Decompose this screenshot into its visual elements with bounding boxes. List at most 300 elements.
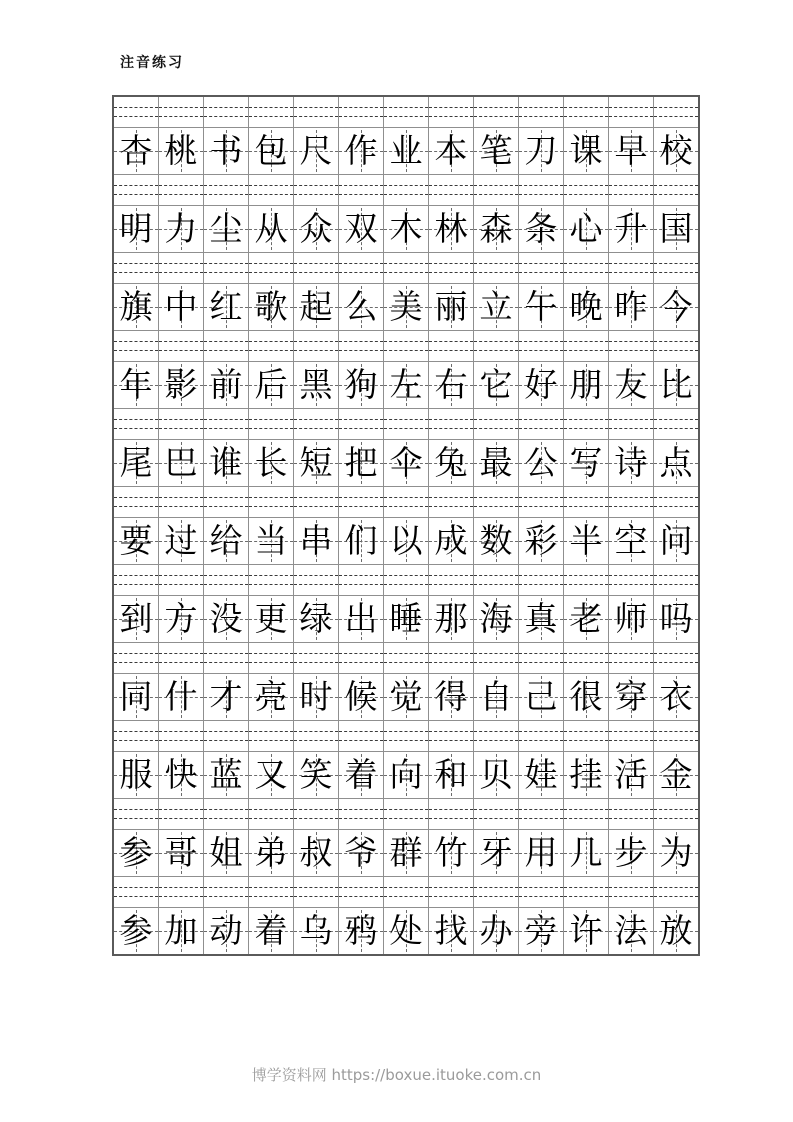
char-cell — [159, 284, 204, 331]
char-cell — [384, 674, 429, 721]
character: 放 — [659, 911, 693, 950]
character: 本 — [434, 131, 468, 170]
character: 自 — [479, 677, 513, 716]
char-cell — [474, 752, 519, 799]
char-cell — [609, 674, 654, 721]
char-cell — [249, 596, 294, 643]
char-cell — [339, 206, 384, 253]
pinyin-row — [113, 96, 699, 128]
pinyin-cell — [474, 253, 519, 284]
character: 木 — [389, 209, 423, 248]
pinyin-cell — [294, 409, 339, 440]
character: 什 — [164, 677, 198, 716]
char-cell — [609, 518, 654, 565]
character: 才 — [209, 677, 243, 716]
pinyin-row — [113, 175, 699, 206]
character: 到 — [119, 599, 153, 638]
char-cell — [474, 908, 519, 956]
char-cell — [519, 596, 564, 643]
character: 找 — [434, 911, 468, 950]
pinyin-cell — [564, 487, 609, 518]
character: 很 — [569, 677, 603, 716]
character: 们 — [344, 521, 378, 560]
character: 空 — [614, 521, 648, 560]
char-cell — [519, 284, 564, 331]
char-cell — [249, 362, 294, 409]
char-cell — [564, 830, 609, 877]
character-row — [113, 752, 699, 799]
pinyin-cell — [249, 253, 294, 284]
pinyin-cell — [339, 175, 384, 206]
char-cell — [249, 128, 294, 175]
pinyin-cell — [294, 96, 339, 128]
character: 娃 — [524, 755, 558, 794]
pinyin-cell — [564, 253, 609, 284]
pinyin-cell — [159, 409, 204, 440]
pinyin-cell — [429, 96, 474, 128]
char-cell — [519, 830, 564, 877]
pinyin-cell — [113, 487, 159, 518]
char-cell — [159, 440, 204, 487]
pinyin-cell — [384, 409, 429, 440]
char-cell — [609, 908, 654, 956]
char-cell — [204, 830, 249, 877]
pinyin-cell — [654, 253, 700, 284]
character-row — [113, 440, 699, 487]
char-cell — [654, 206, 700, 253]
char-cell — [654, 362, 700, 409]
pinyin-cell — [159, 799, 204, 830]
char-cell — [113, 518, 159, 565]
pinyin-cell — [204, 487, 249, 518]
character: 午 — [524, 287, 558, 326]
character: 后 — [254, 365, 288, 404]
character: 笔 — [479, 131, 513, 170]
char-cell — [159, 752, 204, 799]
char-cell — [159, 908, 204, 956]
character-row — [113, 674, 699, 721]
pinyin-cell — [113, 331, 159, 362]
character: 中 — [164, 287, 198, 326]
character: 影 — [164, 365, 198, 404]
character: 早 — [614, 131, 648, 170]
char-cell — [429, 908, 474, 956]
character: 服 — [119, 755, 153, 794]
pinyin-cell — [519, 799, 564, 830]
pinyin-cell — [519, 331, 564, 362]
character: 心 — [569, 209, 603, 248]
char-cell — [519, 908, 564, 956]
character: 睡 — [389, 599, 423, 638]
character: 谁 — [209, 443, 243, 482]
character-row — [113, 206, 699, 253]
pinyin-cell — [159, 331, 204, 362]
pinyin-cell — [564, 409, 609, 440]
char-cell — [564, 518, 609, 565]
char-cell — [159, 674, 204, 721]
char-cell — [384, 752, 429, 799]
character-row — [113, 362, 699, 409]
character: 金 — [659, 755, 693, 794]
pinyin-cell — [339, 565, 384, 596]
pinyin-cell — [113, 721, 159, 752]
pinyin-cell — [339, 721, 384, 752]
char-cell — [564, 752, 609, 799]
character: 群 — [389, 833, 423, 872]
char-cell — [564, 362, 609, 409]
pinyin-cell — [113, 253, 159, 284]
character: 尾 — [119, 443, 153, 482]
pinyin-cell — [384, 799, 429, 830]
pinyin-cell — [339, 877, 384, 908]
char-cell — [429, 128, 474, 175]
pinyin-cell — [249, 565, 294, 596]
char-cell — [609, 206, 654, 253]
char-cell — [294, 830, 339, 877]
char-cell — [609, 830, 654, 877]
character: 绿 — [299, 599, 333, 638]
pinyin-cell — [339, 643, 384, 674]
char-cell — [474, 284, 519, 331]
pinyin-cell — [564, 565, 609, 596]
char-cell — [609, 440, 654, 487]
pinyin-cell — [339, 331, 384, 362]
character: 牙 — [479, 833, 513, 872]
character: 几 — [569, 833, 603, 872]
pinyin-cell — [204, 877, 249, 908]
char-cell — [609, 752, 654, 799]
char-cell — [339, 440, 384, 487]
pinyin-cell — [519, 175, 564, 206]
char-cell — [113, 128, 159, 175]
character: 林 — [434, 209, 468, 248]
pinyin-cell — [654, 565, 700, 596]
pinyin-cell — [384, 565, 429, 596]
char-cell — [474, 830, 519, 877]
char-cell — [339, 674, 384, 721]
character: 包 — [254, 131, 288, 170]
character: 为 — [659, 833, 693, 872]
pinyin-row — [113, 877, 699, 908]
character: 又 — [254, 755, 288, 794]
character: 哥 — [164, 833, 198, 872]
char-cell — [294, 596, 339, 643]
character: 兔 — [434, 443, 468, 482]
character: 红 — [209, 287, 243, 326]
character: 立 — [479, 287, 513, 326]
character: 半 — [569, 521, 603, 560]
pinyin-cell — [113, 409, 159, 440]
char-cell — [339, 752, 384, 799]
char-cell — [294, 440, 339, 487]
pinyin-cell — [339, 409, 384, 440]
character: 参 — [119, 833, 153, 872]
character: 以 — [389, 521, 423, 560]
pinyin-cell — [609, 175, 654, 206]
char-cell — [249, 206, 294, 253]
character: 书 — [209, 131, 243, 170]
character: 黑 — [299, 365, 333, 404]
pinyin-cell — [339, 487, 384, 518]
pinyin-cell — [609, 721, 654, 752]
pinyin-cell — [249, 487, 294, 518]
character: 年 — [119, 365, 153, 404]
character: 它 — [479, 365, 513, 404]
character-row — [113, 908, 699, 956]
char-cell — [339, 362, 384, 409]
char-cell — [609, 596, 654, 643]
pinyin-cell — [204, 253, 249, 284]
pinyin-cell — [654, 799, 700, 830]
pinyin-cell — [609, 253, 654, 284]
pinyin-cell — [384, 487, 429, 518]
character: 巴 — [164, 443, 198, 482]
pinyin-cell — [384, 721, 429, 752]
character: 着 — [344, 755, 378, 794]
char-cell — [474, 128, 519, 175]
pinyin-row — [113, 565, 699, 596]
pinyin-cell — [654, 877, 700, 908]
character: 海 — [479, 599, 513, 638]
char-cell — [384, 830, 429, 877]
character: 竹 — [434, 833, 468, 872]
char-cell — [429, 830, 474, 877]
char-cell — [519, 518, 564, 565]
pinyin-cell — [159, 96, 204, 128]
character: 国 — [659, 209, 693, 248]
char-cell — [204, 206, 249, 253]
pinyin-cell — [294, 877, 339, 908]
pinyin-cell — [113, 96, 159, 128]
character-row — [113, 284, 699, 331]
character: 最 — [479, 443, 513, 482]
pinyin-cell — [204, 643, 249, 674]
pinyin-cell — [429, 175, 474, 206]
char-cell — [654, 752, 700, 799]
char-cell — [294, 128, 339, 175]
character: 串 — [299, 521, 333, 560]
pinyin-row — [113, 721, 699, 752]
char-cell — [519, 206, 564, 253]
pinyin-cell — [609, 409, 654, 440]
char-cell — [474, 440, 519, 487]
char-cell — [294, 362, 339, 409]
char-cell — [294, 674, 339, 721]
pinyin-cell — [519, 487, 564, 518]
character: 彩 — [524, 521, 558, 560]
char-cell — [339, 830, 384, 877]
pinyin-cell — [474, 643, 519, 674]
pinyin-cell — [294, 799, 339, 830]
character: 步 — [614, 833, 648, 872]
pinyin-cell — [429, 877, 474, 908]
char-cell — [159, 206, 204, 253]
char-cell — [564, 596, 609, 643]
pinyin-cell — [654, 331, 700, 362]
char-cell — [249, 284, 294, 331]
pinyin-cell — [519, 565, 564, 596]
character: 姐 — [209, 833, 243, 872]
pinyin-cell — [474, 877, 519, 908]
char-cell — [113, 206, 159, 253]
char-cell — [564, 908, 609, 956]
character: 贝 — [479, 755, 513, 794]
character: 尘 — [209, 209, 243, 248]
character: 力 — [164, 209, 198, 248]
pinyin-cell — [294, 721, 339, 752]
char-cell — [429, 596, 474, 643]
character: 丽 — [434, 287, 468, 326]
pinyin-cell — [429, 721, 474, 752]
character: 伞 — [389, 443, 423, 482]
character: 许 — [569, 911, 603, 950]
pinyin-cell — [204, 96, 249, 128]
character: 向 — [389, 755, 423, 794]
char-cell — [654, 128, 700, 175]
char-cell — [249, 908, 294, 956]
char-cell — [159, 596, 204, 643]
pinyin-cell — [609, 96, 654, 128]
char-cell — [204, 362, 249, 409]
pinyin-cell — [159, 175, 204, 206]
character: 写 — [569, 443, 603, 482]
character: 升 — [614, 209, 648, 248]
pinyin-row — [113, 409, 699, 440]
character: 公 — [524, 443, 558, 482]
character: 挂 — [569, 755, 603, 794]
char-cell — [429, 752, 474, 799]
pinyin-cell — [564, 799, 609, 830]
pinyin-cell — [654, 721, 700, 752]
pinyin-cell — [204, 331, 249, 362]
pinyin-cell — [564, 877, 609, 908]
pinyin-cell — [519, 96, 564, 128]
character: 当 — [254, 521, 288, 560]
character: 杏 — [119, 131, 153, 170]
character: 参 — [119, 911, 153, 950]
char-cell — [474, 674, 519, 721]
char-cell — [654, 596, 700, 643]
pinyin-cell — [204, 799, 249, 830]
char-cell — [519, 128, 564, 175]
char-cell — [113, 362, 159, 409]
character: 昨 — [614, 287, 648, 326]
char-cell — [249, 752, 294, 799]
char-cell — [564, 674, 609, 721]
character: 双 — [344, 209, 378, 248]
character: 活 — [614, 755, 648, 794]
char-cell — [654, 518, 700, 565]
pinyin-cell — [159, 487, 204, 518]
character: 那 — [434, 599, 468, 638]
character: 真 — [524, 599, 558, 638]
char-cell — [654, 284, 700, 331]
pinyin-cell — [249, 799, 294, 830]
character: 时 — [299, 677, 333, 716]
pinyin-cell — [474, 799, 519, 830]
char-cell — [204, 908, 249, 956]
char-cell — [474, 206, 519, 253]
character: 法 — [614, 911, 648, 950]
pinyin-row — [113, 643, 699, 674]
char-cell — [384, 518, 429, 565]
pinyin-cell — [249, 175, 294, 206]
character: 从 — [254, 209, 288, 248]
char-cell — [204, 674, 249, 721]
character: 爷 — [344, 833, 378, 872]
character: 穿 — [614, 677, 648, 716]
char-cell — [384, 128, 429, 175]
char-cell — [519, 674, 564, 721]
pinyin-cell — [474, 409, 519, 440]
pinyin-cell — [249, 643, 294, 674]
character: 今 — [659, 287, 693, 326]
char-cell — [113, 284, 159, 331]
pinyin-cell — [429, 643, 474, 674]
char-cell — [609, 362, 654, 409]
character: 蓝 — [209, 755, 243, 794]
char-cell — [249, 440, 294, 487]
pinyin-cell — [429, 799, 474, 830]
char-cell — [339, 128, 384, 175]
character: 朋 — [569, 365, 603, 404]
character: 要 — [119, 521, 153, 560]
character: 叔 — [299, 833, 333, 872]
char-cell — [654, 674, 700, 721]
character: 旁 — [524, 911, 558, 950]
character: 给 — [209, 521, 243, 560]
pinyin-cell — [654, 409, 700, 440]
char-cell — [609, 284, 654, 331]
pinyin-cell — [204, 409, 249, 440]
char-cell — [159, 362, 204, 409]
page-title: 注音练习 — [120, 55, 184, 71]
pinyin-cell — [474, 487, 519, 518]
character: 桃 — [164, 131, 198, 170]
character: 把 — [344, 443, 378, 482]
pinyin-cell — [654, 487, 700, 518]
char-cell — [474, 596, 519, 643]
pinyin-cell — [384, 643, 429, 674]
character-row — [113, 830, 699, 877]
pinyin-cell — [249, 721, 294, 752]
character: 好 — [524, 365, 558, 404]
char-cell — [339, 596, 384, 643]
pinyin-cell — [384, 877, 429, 908]
char-cell — [429, 674, 474, 721]
char-cell — [564, 206, 609, 253]
char-cell — [609, 128, 654, 175]
character: 众 — [299, 209, 333, 248]
char-cell — [294, 908, 339, 956]
pinyin-cell — [429, 253, 474, 284]
pinyin-cell — [384, 253, 429, 284]
character: 加 — [164, 911, 198, 950]
pinyin-cell — [113, 877, 159, 908]
char-cell — [654, 830, 700, 877]
character: 着 — [254, 911, 288, 950]
character: 衣 — [659, 677, 693, 716]
character: 处 — [389, 911, 423, 950]
pinyin-cell — [609, 799, 654, 830]
pinyin-cell — [609, 565, 654, 596]
character: 动 — [209, 911, 243, 950]
char-cell — [429, 518, 474, 565]
pinyin-cell — [249, 331, 294, 362]
pinyin-cell — [429, 565, 474, 596]
char-cell — [519, 440, 564, 487]
char-cell — [474, 362, 519, 409]
